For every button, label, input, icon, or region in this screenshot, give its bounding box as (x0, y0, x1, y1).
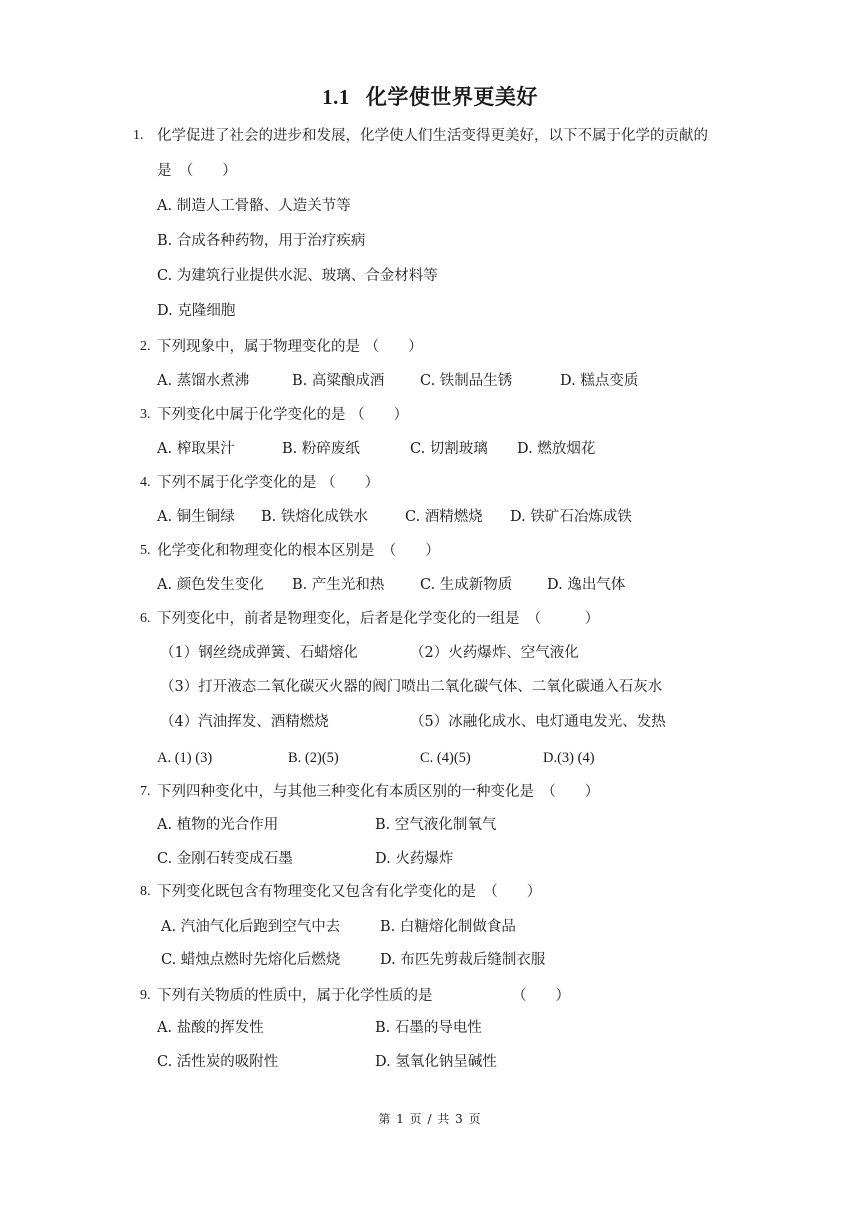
question-stem: 下列不属于化学变化的是 （ ） (157, 475, 380, 491)
option-c: C. 切割玻璃 (410, 441, 488, 457)
item-4: （4）汽油挥发、酒精燃烧 (160, 714, 329, 730)
option-d: D. 布匹先剪裁后缝制衣服 (380, 952, 546, 968)
question-stem: 下列现象中，属于物理变化的是 （ ） (157, 339, 423, 355)
option-a: A. 铜生铜绿 (157, 509, 235, 525)
question-number: 3. (140, 407, 151, 422)
option-b: B. (2)(5) (288, 750, 339, 766)
question-stem: 下列变化中，前者是物理变化，后者是化学变化的一组是 （ ） (157, 611, 600, 627)
answer-parenthesis: （ ） (512, 988, 570, 1004)
page-footer: 第 1 页 / 共 3 页 (378, 1112, 482, 1126)
option-a: A. 汽油气化后跑到空气中去 (161, 919, 341, 935)
item-1: （1）钢丝绕成弹簧、石蜡熔化 (160, 645, 358, 661)
question-number: 6. (140, 611, 151, 626)
item-3: （3）打开液态二氧化碳灭火器的阀门喷出二氧化碳气体、二氧化碳通入石灰水 (160, 679, 663, 695)
option-b: B. 石墨的导电性 (375, 1020, 482, 1036)
option-c: C. 活性炭的吸附性 (157, 1054, 279, 1070)
question-number: 7. (140, 784, 151, 799)
option-d: D. 铁矿石冶炼成铁 (510, 509, 632, 525)
question-stem: 下列变化中属于化学变化的是 （ ） (157, 407, 409, 423)
item-2: （2）火药爆炸、空气液化 (410, 645, 579, 661)
question-number: 4. (140, 475, 151, 490)
page-title: 1.1 化学使世界更美好 (322, 84, 538, 109)
question-number: 1. (133, 128, 144, 143)
option-c: C. 为建筑行业提供水泥、玻璃、合金材料等 (157, 268, 438, 284)
option-b: B. 产生光和热 (292, 577, 385, 593)
option-d: D. 火药爆炸 (375, 851, 454, 867)
question-stem: 下列变化既包含有物理变化又包含有化学变化的是 （ ） (157, 884, 542, 900)
option-d: D. 糕点变质 (560, 373, 639, 389)
option-d: D. 燃放烟花 (517, 441, 596, 457)
option-b: B. 高粱酿成酒 (292, 373, 385, 389)
option-d: D. 氢氧化钠呈碱性 (375, 1054, 497, 1070)
option-c: C. (4)(5) (420, 750, 471, 766)
option-b: B. 铁熔化成铁水 (261, 509, 368, 525)
option-c: C. 蜡烛点燃时先熔化后燃烧 (161, 952, 341, 968)
option-a: A. 制造人工骨骼、人造关节等 (157, 198, 351, 214)
option-a: A. 盐酸的挥发性 (157, 1020, 264, 1036)
option-c: C. 金刚石转变成石墨 (157, 851, 293, 867)
question-stem: 下列四种变化中，与其他三种变化有本质区别的一种变化是 （ ） (157, 784, 600, 800)
option-b: B. 空气液化制氧气 (375, 817, 497, 833)
option-d: D. 逸出气体 (547, 577, 626, 593)
question-number: 5. (140, 543, 151, 558)
question-stem: 下列有关物质的性质中，属于化学性质的是 (157, 988, 433, 1004)
option-a: A. 颜色发生变化 (157, 577, 264, 593)
option-c: C. 生成新物质 (420, 577, 513, 593)
option-d: D.(3) (4) (543, 750, 595, 766)
option-d: D. 克隆细胞 (157, 303, 236, 319)
option-a: A. 植物的光合作用 (157, 817, 279, 833)
option-c: C. 铁制品生锈 (420, 373, 513, 389)
question-stem: 化学促进了社会的进步和发展，化学使人们生活变得更美好，以下不属于化学的贡献的 (157, 128, 708, 144)
option-b: B. 粉碎废纸 (282, 441, 360, 457)
item-5: （5）冰融化成水、电灯通电发光、发热 (410, 714, 666, 730)
question-number: 2. (140, 339, 151, 354)
option-c: C. 酒精燃烧 (405, 509, 483, 525)
question-number: 8. (140, 884, 151, 899)
question-stem-continued: 是 （ ） (157, 163, 237, 179)
option-b: B. 合成各种药物，用于治疗疾病 (157, 233, 366, 249)
option-a: A. 榨取果汁 (157, 441, 235, 457)
option-b: B. 白糖熔化制做食品 (380, 919, 516, 935)
question-number: 9. (140, 988, 151, 1003)
option-a: A. 蒸馏水煮沸 (157, 373, 250, 389)
option-a: A. (1) (3) (157, 750, 213, 766)
question-stem: 化学变化和物理变化的根本区别是 （ ） (157, 543, 440, 559)
